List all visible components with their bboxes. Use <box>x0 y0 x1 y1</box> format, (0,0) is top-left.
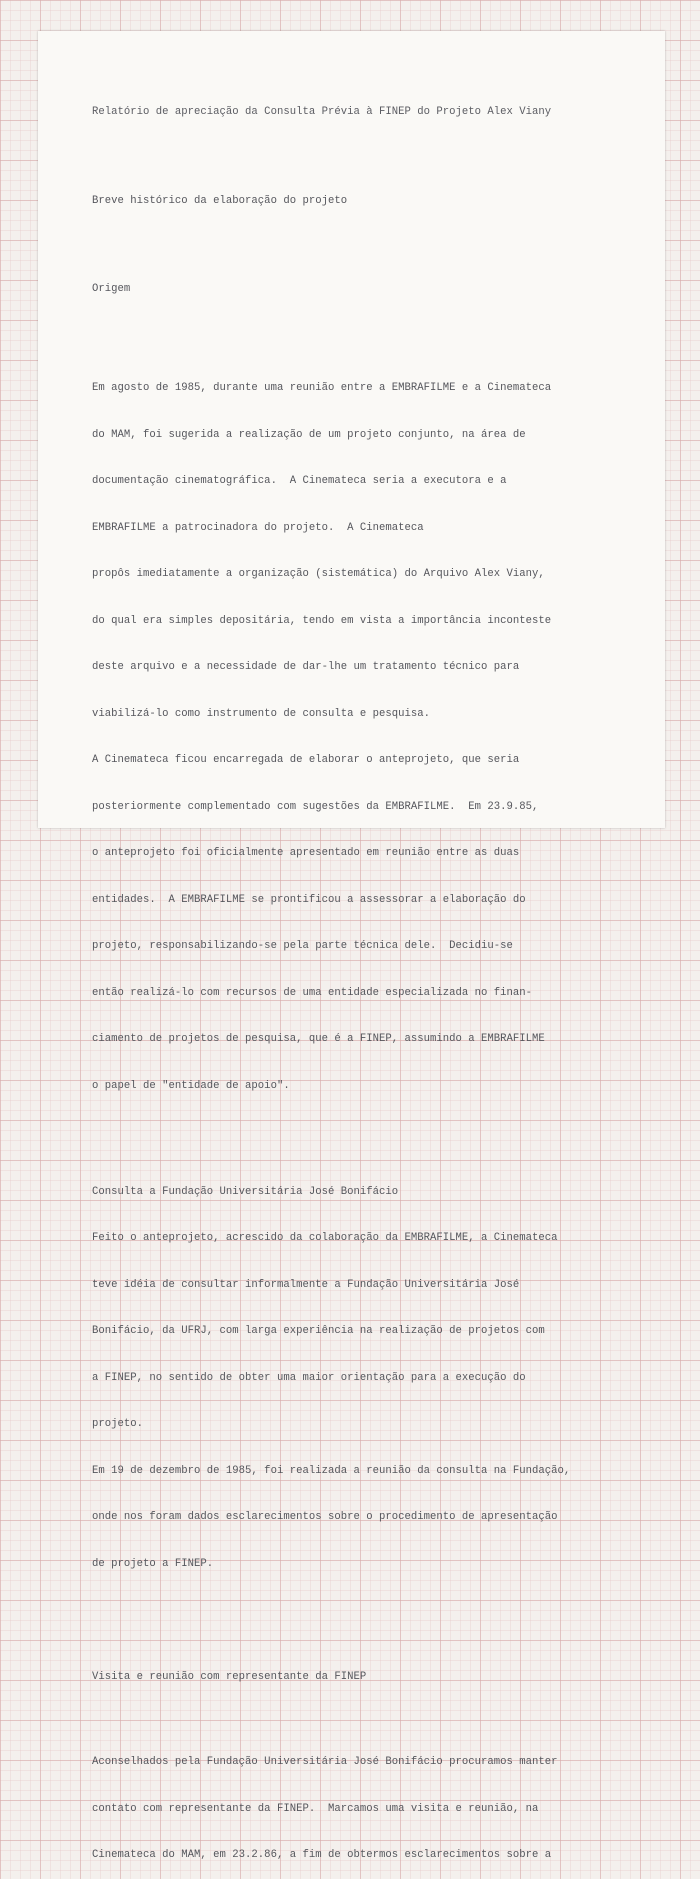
paragraph-line: o anteprojeto foi oficialmente apresentado em reunião entre as duas <box>92 847 520 859</box>
paragraph-line: deste arquivo e a necessidade de dar-lhe um tratamento técnico para <box>92 661 520 673</box>
paragraph-line: de projeto a FINEP. <box>92 1557 214 1570</box>
paragraph-line: Em 19 de dezembro de 1985, foi realizada a reunião da consulta na Fundação, <box>92 1464 571 1477</box>
paragraph-line: entidades. A EMBRAFILME se prontificou a assessorar a elaboração do <box>92 893 526 906</box>
paragraph-line: do qual era simples depositária, tendo em vista a importância inconteste <box>92 614 552 627</box>
section-heading-visita: Visita e reunião com representante da FINEP <box>92 1670 367 1683</box>
document-title: Relatório de apreciação da Consulta Prévia à FINEP do Projeto Alex Viany <box>92 106 552 118</box>
paragraph-line: A Cinemateca ficou encarregada de elaborar o anteprojeto, que seria <box>92 754 520 766</box>
paragraph-line: viabilizá-lo como instrumento de consulta e pesquisa. <box>92 707 430 720</box>
section-heading-origem: Origem <box>92 283 131 295</box>
paragraph-line: então realizá-lo com recursos de uma entidade especializada no finan- <box>92 986 533 999</box>
paragraph-line: o papel de "entidade de apoio". <box>92 1079 290 1092</box>
paragraph-line: Aconselhados pela Fundação Universitária José Bonifácio procuramos manter <box>92 1756 558 1768</box>
paragraph-line: propôs imediatamente a organização (sistemática) do Arquivo Alex Viany, <box>92 568 545 580</box>
paragraph-line: Feito o anteprojeto, acrescido da colaboração da EMBRAFILME, a Cinemateca <box>92 1232 558 1244</box>
paragraph-line: contato com representante da FINEP. Marcamos uma visita e reunião, na <box>92 1802 539 1815</box>
document-subtitle: Breve histórico da elaboração do projeto <box>92 194 348 207</box>
paragraph-line: a FINEP, no sentido de obter uma maior orientação para a execução do <box>92 1371 526 1384</box>
paragraph-line: onde nos foram dados esclarecimentos sobre o procedimento de apresentação <box>92 1511 558 1523</box>
paragraph-line: teve idéia de consultar informalmente a Fundação Universitária José <box>92 1278 520 1291</box>
section-heading-consulta: Consulta a Fundação Universitária José Bonifácio <box>92 1185 399 1198</box>
paragraph-line: documentação cinematográfica. A Cinemateca seria a executora e a <box>92 475 507 487</box>
typewritten-text <box>92 74 622 1879</box>
paragraph-line: Cinemateca do MAM, em 23.2.86, a fim de obtermos esclarecimentos sobre a <box>92 1849 552 1861</box>
paragraph-line: posteriormente complementado com sugestões da EMBRAFILME. Em 23.9.85, <box>92 800 539 813</box>
paragraph-line: do MAM, foi sugerida a realização de um projeto conjunto, na área de <box>92 428 526 441</box>
paragraph-line: Bonifácio, da UFRJ, com larga experiência na realização de projetos com <box>92 1325 545 1337</box>
paragraph-line: ciamento de projetos de pesquisa, que é a FINEP, assumindo a EMBRAFILME <box>92 1033 545 1045</box>
paragraph-line: EMBRAFILME a patrocinadora do projeto. A Cinemateca <box>92 521 424 534</box>
paragraph-line: Em agosto de 1985, durante uma reunião entre a EMBRAFILME e a Cinemateca <box>92 382 552 394</box>
paragraph-line: projeto. <box>92 1418 144 1430</box>
paragraph-line: projeto, responsabilizando-se pela parte técnica dele. Decidiu-se <box>92 940 513 952</box>
